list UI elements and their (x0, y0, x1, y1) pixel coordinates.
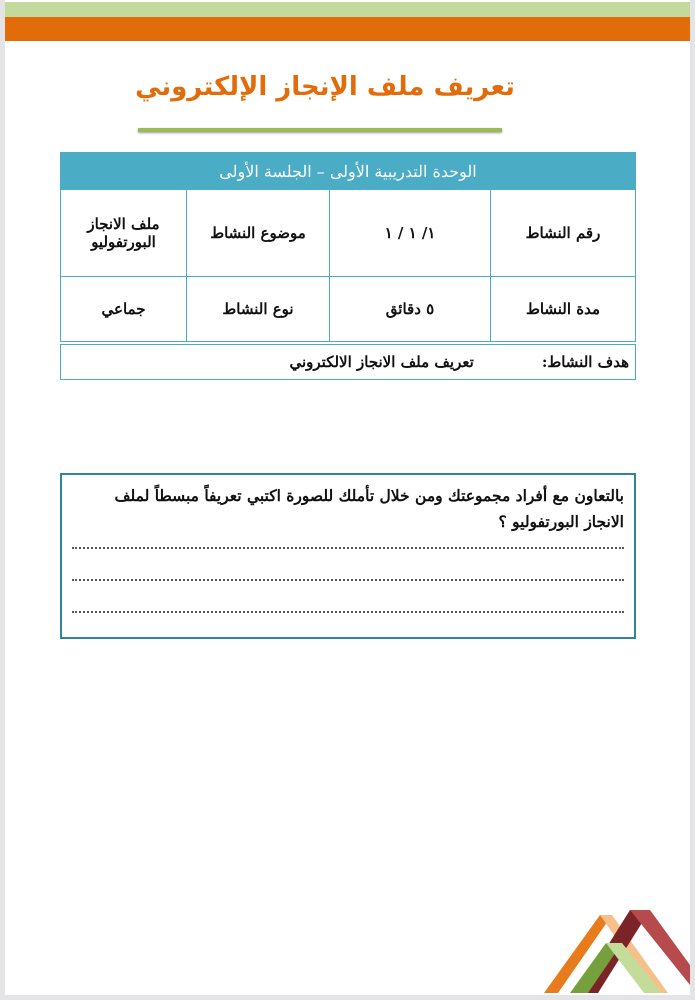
header-orange-bar (5, 17, 690, 41)
activity-duration-value: ٥ دقائق (330, 277, 491, 344)
header-green-bar (5, 2, 690, 17)
activity-topic-label: موضوع النشاط (187, 190, 330, 277)
activity-type-value: جماعي (61, 277, 187, 344)
activity-topic-value: ملف الانجاز البورتفوليو (61, 190, 187, 277)
task-prompt: بالتعاون مع أفراد مجموعتك ومن خلال تأملك للصورة اكتبي تعريفاً مبسطاً لملف الانجاز البورتفوليو ؟ (114, 486, 624, 531)
answer-line[interactable] (72, 549, 624, 581)
activity-number-label: رقم النشاط (491, 190, 636, 277)
page-title: تعريف ملف الإنجاز الإلكتروني (135, 72, 515, 102)
goal-value: تعريف ملف الانجاز الالكتروني (289, 353, 474, 371)
goal-label: هدف النشاط: (541, 353, 629, 371)
answer-line[interactable] (72, 581, 624, 613)
activity-table (60, 152, 636, 380)
activity-type-label: نوع النشاط (187, 277, 330, 344)
title-underline (138, 128, 502, 132)
activity-goal (61, 343, 636, 380)
activity-duration-label: مدة النشاط (491, 277, 636, 344)
decorative-mountains-logo (540, 905, 690, 995)
answer-line[interactable] (72, 535, 624, 549)
activity-number-value: ١/ ١ / ١ (330, 190, 491, 277)
task-box (60, 473, 636, 639)
table-header: الوحدة التدريبية الأولى – الجلسة الأولى (61, 153, 636, 190)
